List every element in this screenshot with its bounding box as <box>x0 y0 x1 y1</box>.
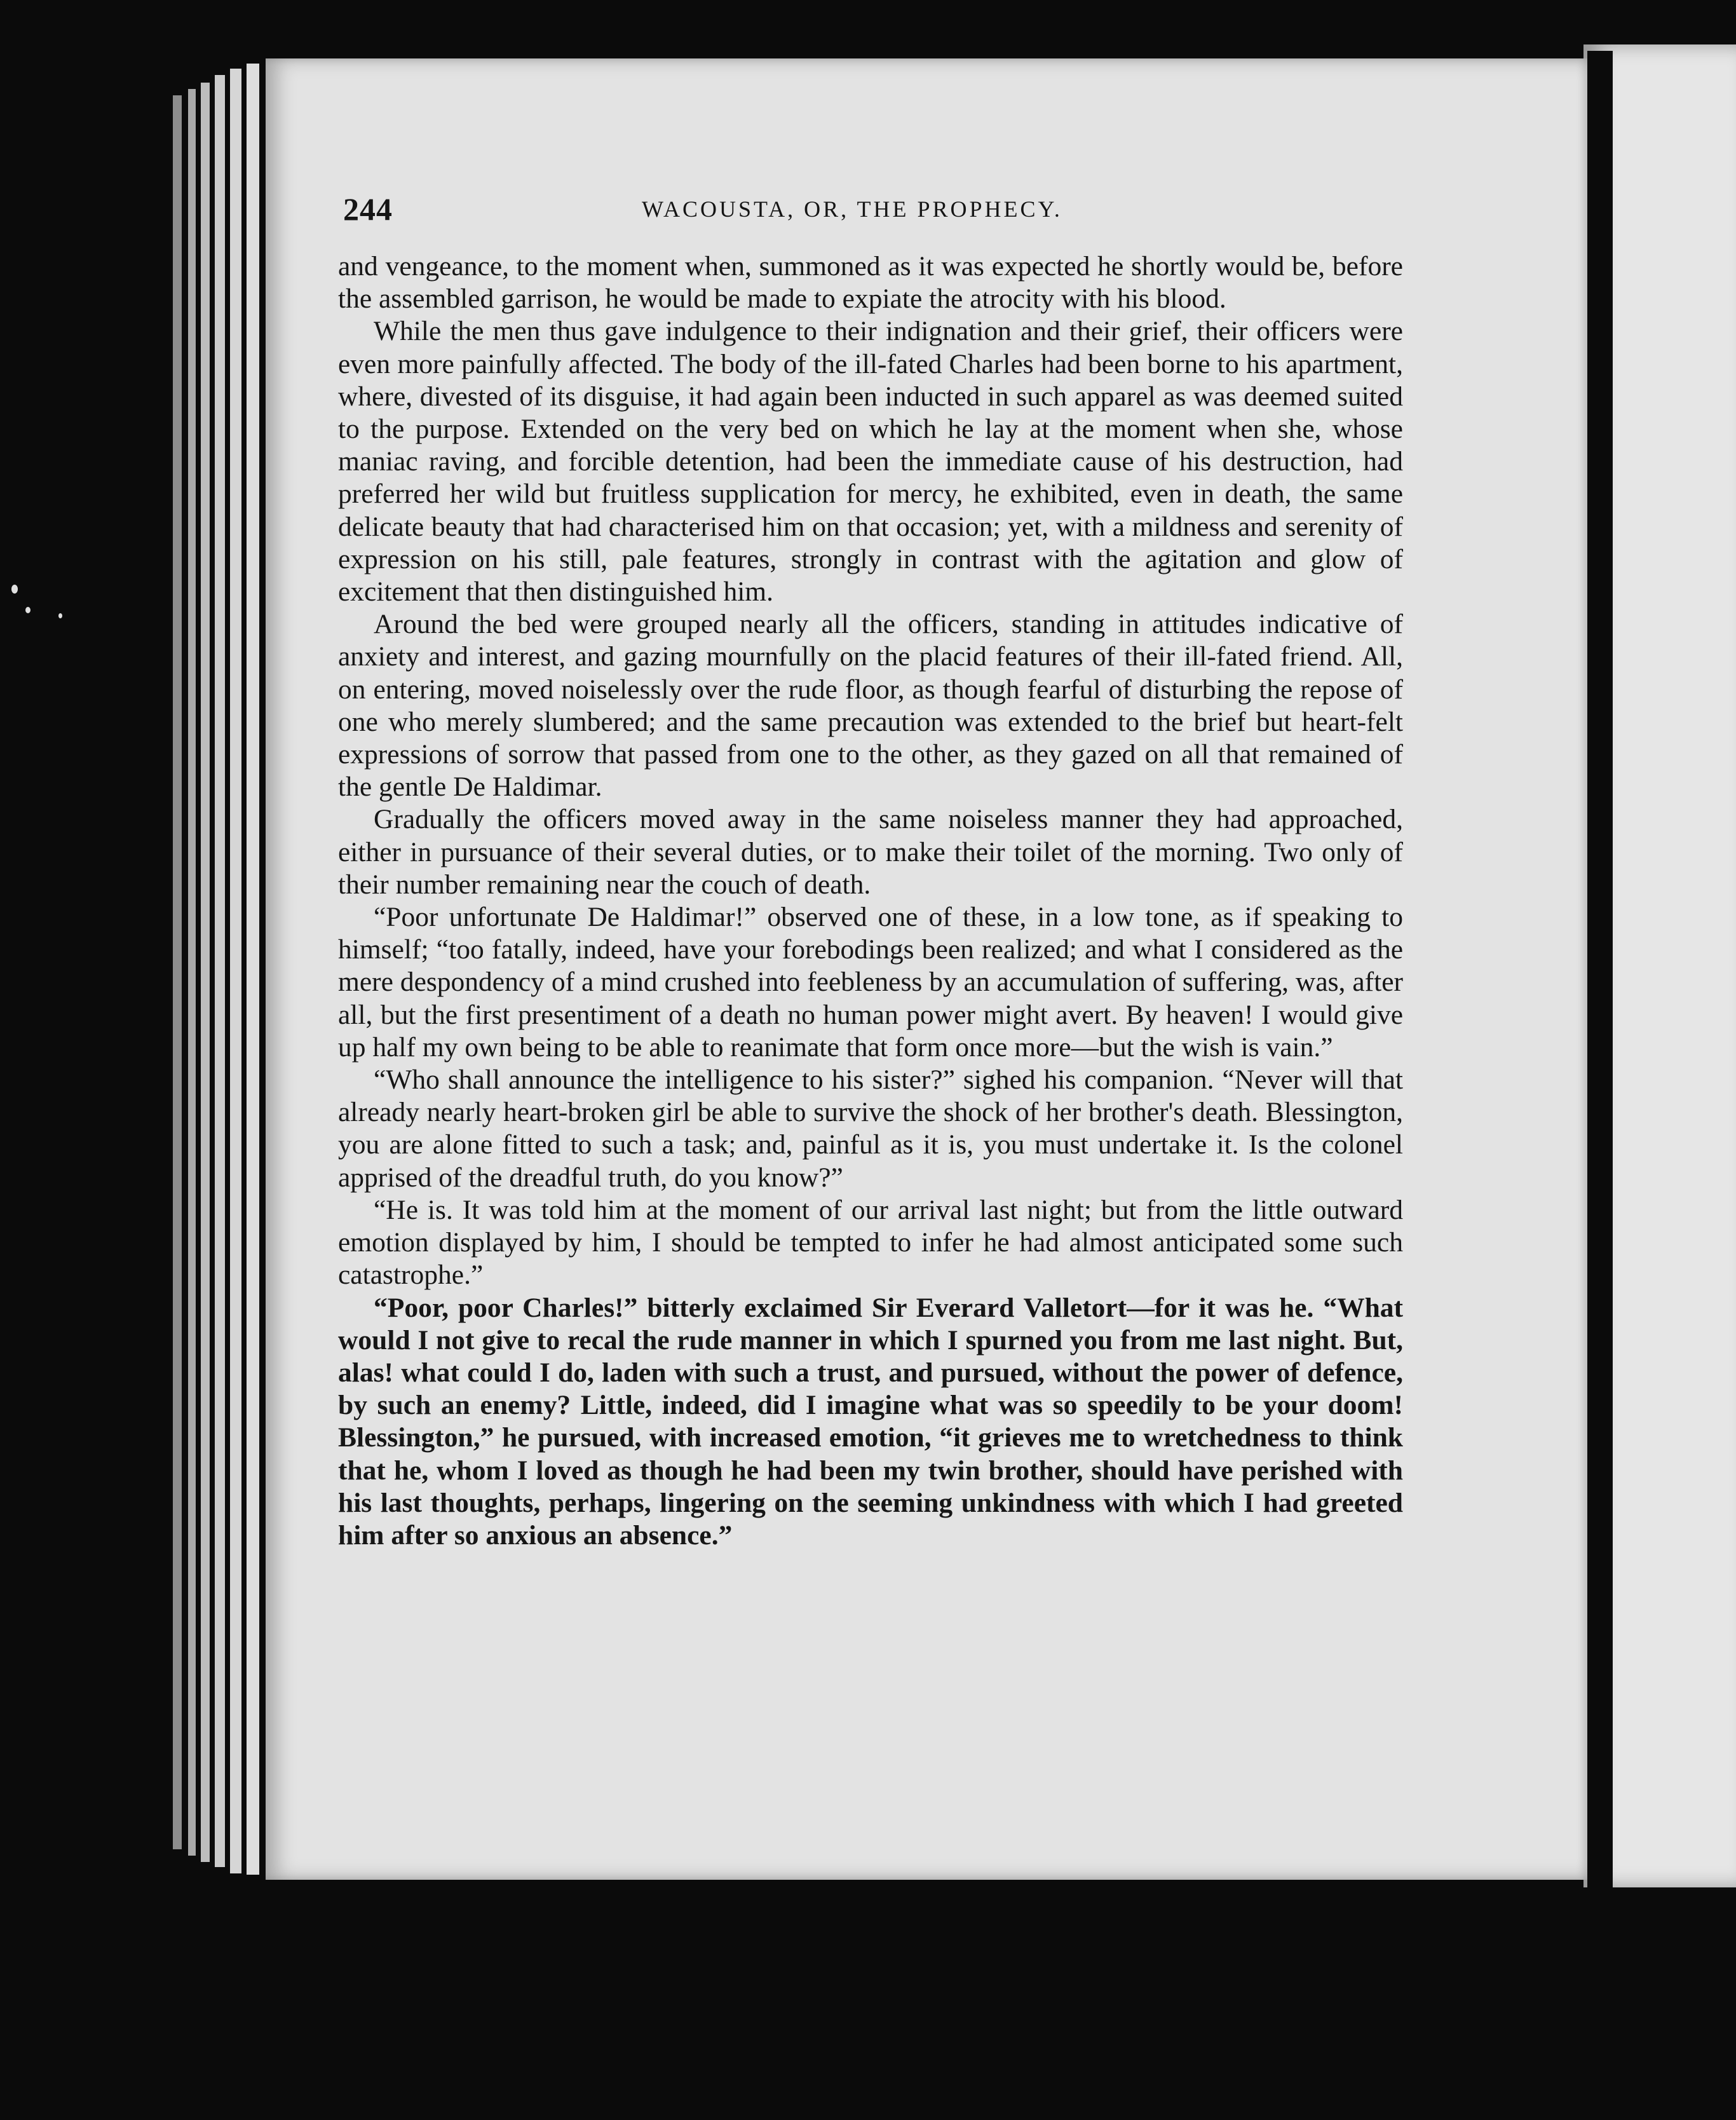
page-edge <box>201 83 210 1862</box>
page-edge <box>173 95 182 1849</box>
page-number: 244 <box>343 191 393 227</box>
paragraph: “Poor unfortunate De Haldimar!” observed one of these, in a low tone, as if speaking to himself; “too fatally, indeed, have your forebodings been realized; and what I considered as the mere despondency of a mind crushed into feebleness by an accumulation of suffering, was, after all, but the first presentiment of a death no human power might avert. By heaven! I would give up half my own being to be able to reanimate that form once more—but the wish is vain.” <box>338 902 1403 1063</box>
spine-gutter <box>1587 51 1613 1894</box>
dust-speck <box>25 607 31 613</box>
paragraph: “Poor, poor Charles!” bitterly exclaimed Sir Everard Valletort—for it was he. “What would I not give to recal the rude manner in which I spurned you from me last night. But, alas! what could I do, laden with such a trust, and pursued, without the power of defence, by such an enemy? Little, indeed, did I imagine what was so speedily to be your doom! Blessington,” he pursued, with increased emotion, “it grieves me to wretchedness to think that he, whom I loved as though he had been my twin brother, should have perished with his last thoughts, perhaps, lingering on the seeming unkindness with which I had greeted him after so anxious an absence.” <box>338 1292 1403 1551</box>
dust-speck <box>11 585 18 594</box>
page-edge <box>247 64 259 1875</box>
page-edge <box>188 89 196 1856</box>
paragraph: Around the bed were grouped nearly all the officers, standing in attitudes indicative of anxiety and interest, and gazing mournfully on the placid features of their ill-fated friend. All, on entering, moved noiselessly over the rude floor, as though fearful of disturbing the repose of one who merely slumbered; and the same precaution was extended to the brief but heart-felt expressions of sorrow that passed from one to the other, as they gazed on all that remained of the gentle De Haldimar. <box>338 609 1403 803</box>
dust-speck <box>58 613 62 618</box>
body-text <box>338 250 1403 1552</box>
paragraph: and vengeance, to the moment when, summoned as it was expected he shortly would be, before the assembled garrison, he would be made to expiate the atrocity with his blood. <box>338 251 1403 315</box>
running-head <box>343 191 1398 231</box>
paragraph: Gradually the officers moved away in the same noiseless manner they had approached, either in pursuance of their several duties, or to make their toilet of the morning. Two only of their number remaining near the couch of death. <box>338 804 1403 900</box>
running-title: WACOUSTA, OR, THE PROPHECY. <box>642 196 1062 222</box>
paragraph: “He is. It was told him at the moment of our arrival last night; but from the little outward emotion displayed by him, I should be tempted to infer he had almost anticipated some such catastrophe.” <box>338 1194 1403 1291</box>
paragraph: “Who shall announce the intelligence to his sister?” sighed his companion. “Never will that already nearly heart-broken girl be able to survive the shock of her brother's death. Blessington, you are alone fitted to such a task; and, painful as it is, you must undertake it. Is the colonel apprised of the dreadful truth, do you know?” <box>338 1064 1403 1193</box>
paragraph: While the men thus gave indulgence to their indignation and their grief, their officers were even more painfully affected. The body of the ill-fated Charles had been borne to his apartment, where, divested of its disguise, it had again been inducted in such apparel as was deemed suited to the purpose. Extended on the very bed on which he lay at the moment when she, whose maniac raving, and forcible detention, had been the immediate cause of his destruction, had preferred her wild but fruitless supplication for mercy, he exhibited, even in death, the same delicate beauty that had characterised him on that occasion; yet, with a mildness and serenity of expression on his still, pale features, strongly in contrast with the agitation and glow of excitement that then distinguished him. <box>338 316 1403 608</box>
page-edge <box>215 75 225 1867</box>
page-edge <box>230 69 241 1873</box>
